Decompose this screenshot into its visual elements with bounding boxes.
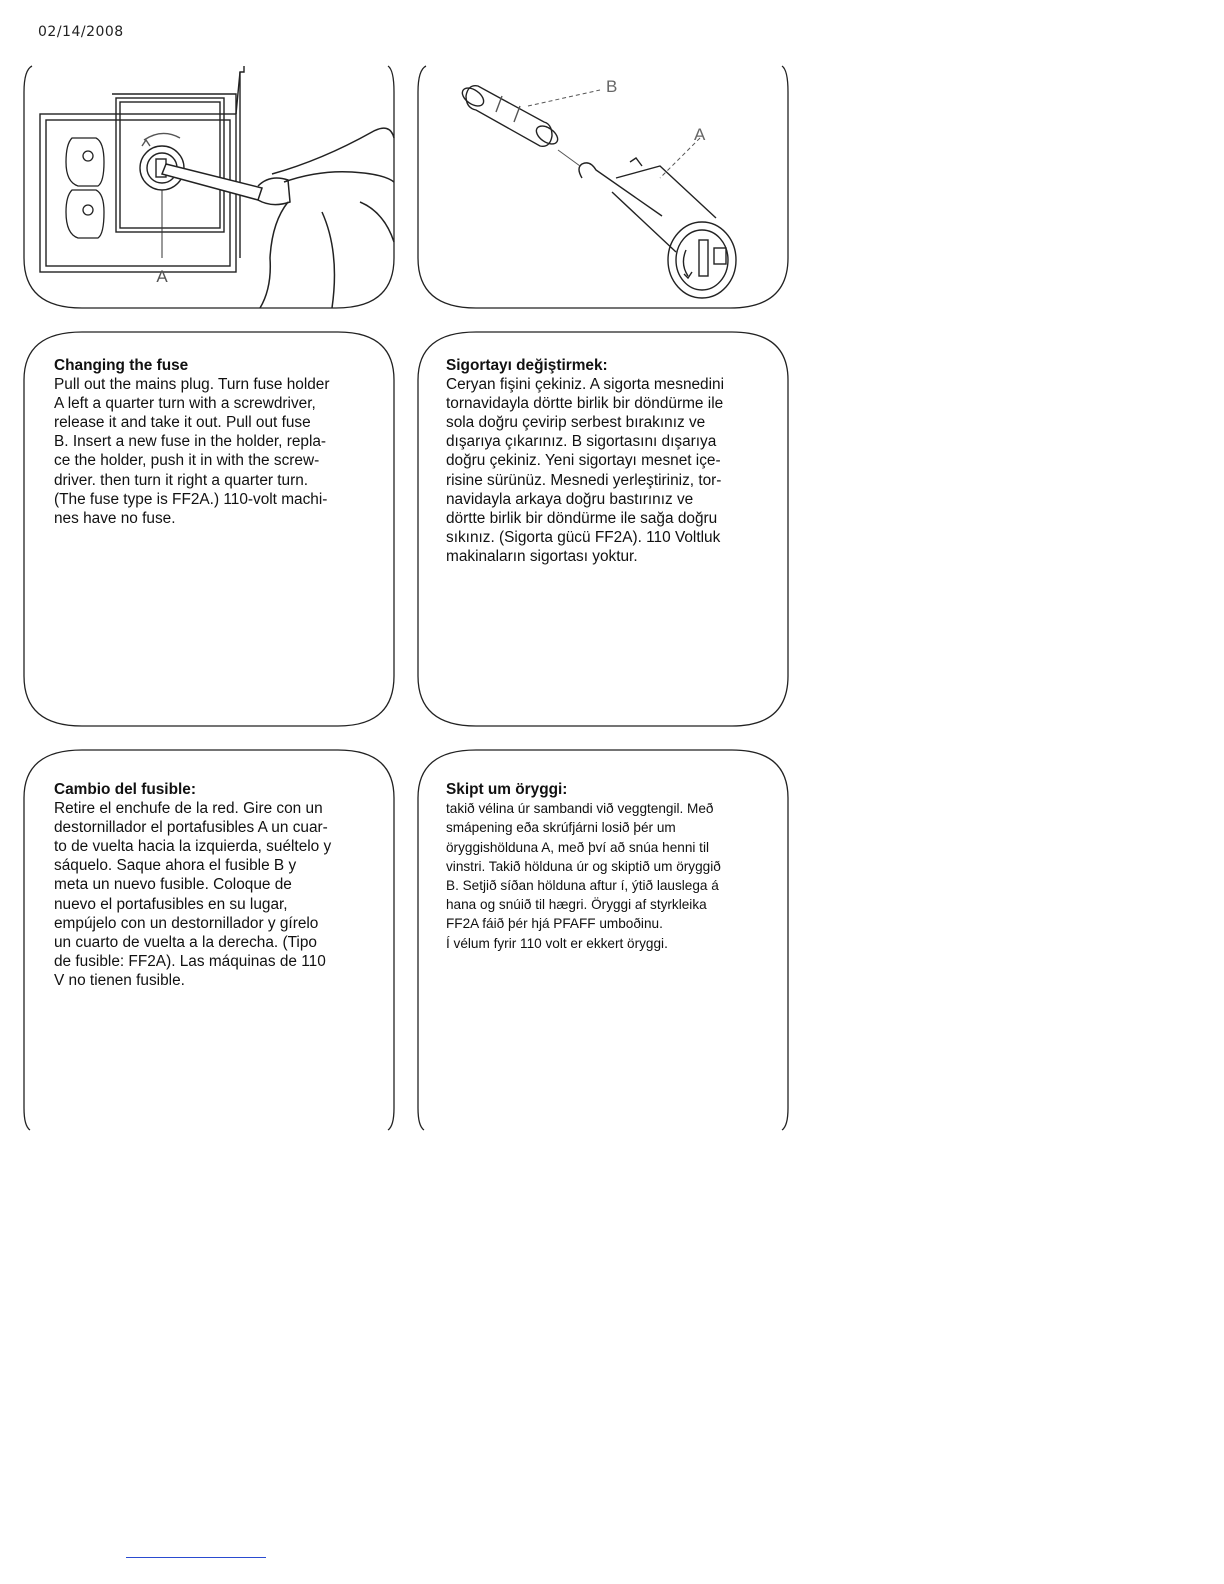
footer-link-underline[interactable] <box>126 1557 266 1558</box>
panel-icelandic-text <box>446 780 786 953</box>
outlet-top <box>66 138 104 186</box>
panel-turkish-heading: Sigortayı değiştirmek: <box>446 357 608 374</box>
outlet-bottom <box>66 190 104 238</box>
screwdriver <box>162 164 290 205</box>
fuse-callout-a: A <box>694 125 706 144</box>
socket-panel <box>40 66 244 272</box>
panel-english-heading: Changing the fuse <box>54 357 189 374</box>
panel-spanish-body: Retire el enchufe de la red. Gire con un destornillador el portafusibles A un cuar- to de vuelta hacia la izquierda, suéltelo y sáquelo. Saque ahora el fusible B y meta un nuevo fusible. Coloque de nuevo el portafusibles en su lugar, empújelo con un destornillador y gírelo un cuarto de vuelta a la derecha. (Tipo de fusible: FF2A). Las máquinas de 110 V no tienen fusible. <box>54 800 332 989</box>
figure-socket-frame <box>22 62 398 312</box>
panel-english-body: Pull out the mains plug. Turn fuse holder A left a quarter turn with a screwdriver, release it and take it out. Pull out fuse B. Insert a new fuse in the holder, repla- ce the holder, push it in with the screw- driver. then turn it right a quarter turn. (The fuse type is FF2A.) 110-volt machi- nes have no fuse. <box>54 376 330 527</box>
fuse-illustration <box>416 62 792 312</box>
fuse-holder <box>140 133 184 190</box>
socket-callout-a: A <box>156 267 168 286</box>
panel-turkish-text <box>446 356 786 566</box>
figure-fuse-frame <box>416 62 792 312</box>
print-date: 02/14/2008 <box>38 24 124 40</box>
panel-turkish-body: Ceryan fişini çekiniz. A sigorta mesnedini tornavidayla dörtte birlik bir döndürme ile sola doğru çevirip serbest bırakınız ve dışarıya çıkarınız. B sigortasını dışarıya doğru çekiniz. Yeni sigortayı mesnet içe- risine sürünüz. Mesnedi yerleştiriniz, tor- navidayla arkaya doğru bastırınız ve dörtte birlik bir döndürme ile sağa doğru sıkınız. (Sigorta gücü FF2A). 110 Voltluk makinaların sigortası yoktur. <box>446 376 725 565</box>
panel-english-text <box>54 356 390 528</box>
panel-icelandic-heading: Skipt um öryggi: <box>446 781 568 798</box>
socket-illustration <box>22 62 398 312</box>
glass-fuse <box>459 84 561 147</box>
panel-spanish-heading: Cambio del fusible: <box>54 781 196 798</box>
hand <box>260 128 394 308</box>
panel-spanish-text <box>54 780 390 990</box>
fuse-callout-b: B <box>606 77 618 96</box>
fuse-holder-part <box>579 158 736 298</box>
panel-icelandic-body: takið vélina úr sambandi við veggtengil. Með smápening eða skrúfjárni losið þér um öryggishölduna A, með því að snúa henni til vinstri. Takið hölduna úr og skiptið um öryggið B. Setjið síðan hölduna aftur í, ýtið lauslega á hana og snúið til hægri. Öryggi af styrkleika FF2A fáið þér hjá PFAFF umboðinu. Í vélum fyrir 110 volt er ekkert öryggi. <box>446 801 721 951</box>
